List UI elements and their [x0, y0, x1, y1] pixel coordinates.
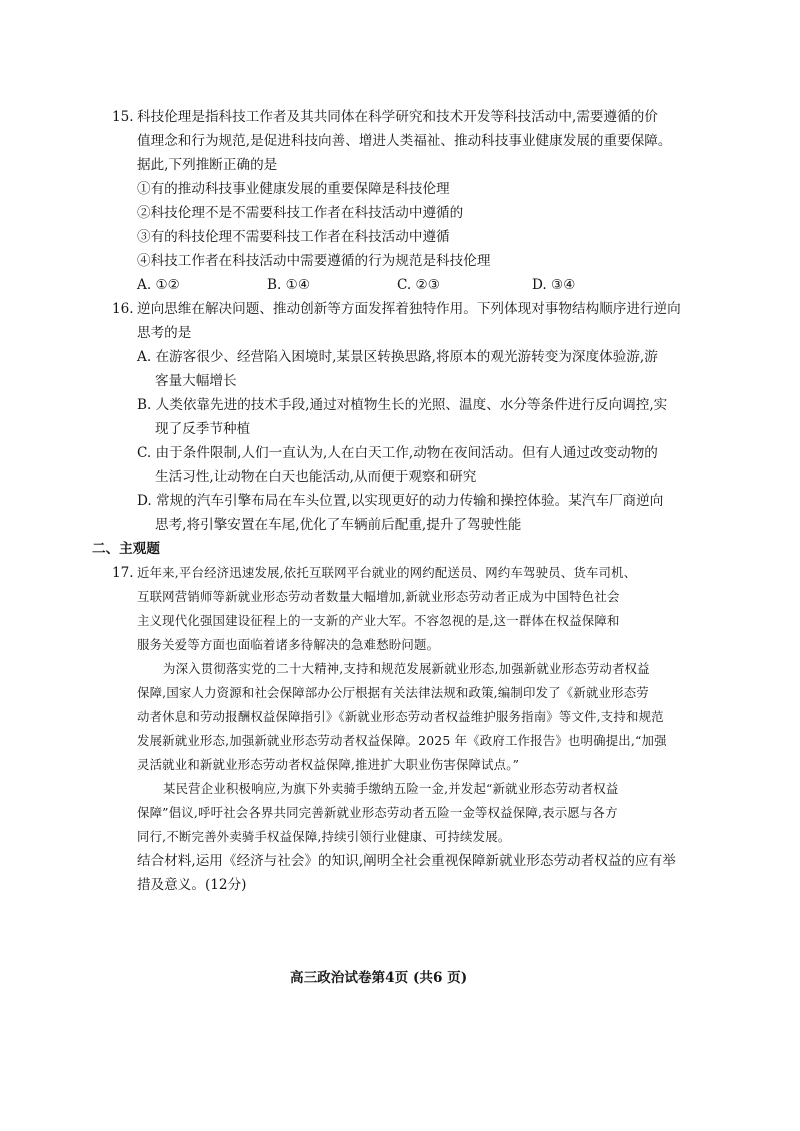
q15-statement-3: ③有的科技伦理不需要科技工作者在科技活动中遵循: [137, 229, 450, 245]
q17-paragraph-2-line: 为深入贯彻落实党的二十大精神,支持和规范发展新就业形态,加强新就业形态劳动者权益: [163, 661, 650, 676]
q16-option-b-line: B. 人类依靠先进的技术手段,通过对植物生长的光照、温度、水分等条件进行反向调控,实: [137, 397, 668, 413]
section-title: 二、主观题: [92, 541, 160, 557]
q16-option-b-line: 现了反季节种植: [155, 421, 251, 437]
q15-option-c: C. ②③: [397, 277, 440, 293]
q17-question-line: 措及意义。(12分): [137, 877, 247, 893]
q17-paragraph-3-line: 同行,不断完善外卖骑手权益保障,持续引领行业健康、可持续发展。: [137, 829, 511, 844]
page-footer: 高三政治试卷第4页 (共6 页): [290, 970, 468, 986]
q16-option-c-line: C. 由于条件限制,人们一直认为,人在白天工作,动物在夜间活动。但有人通过改变动物的: [137, 445, 658, 461]
q16-option-a-line: A. 在游客很少、经营陷入困境时,某景区转换思路,将原本的观光游转变为深度体验游,游: [137, 349, 658, 365]
q15-stem-line: 值理念和行为规范,是促进科技向善、增进人类福祉、推动科技事业健康发展的重要保障。: [137, 133, 672, 149]
q16-option-d-line: D. 常规的汽车引擎布局在车头位置,以实现更好的动力传输和操控体验。某汽车厂商逆向: [137, 493, 664, 509]
q15-stem-line: 据此,下列推断正确的是: [137, 157, 278, 173]
q17-paragraph-3-line: 某民营企业积极响应,为旗下外卖骑手缴纳五险一金,并发起“新就业形态劳动者权益: [163, 781, 619, 796]
q15-stem-line: 科技伦理是指科技工作者及其共同体在科学研究和技术开发等科技活动中,需要遵循的价: [137, 109, 658, 125]
q17-paragraph-2-line: 灵活就业和新就业形态劳动者权益保障,推进扩大职业伤害保障试点。”: [137, 757, 520, 772]
q17-paragraph-1-line: 近年来,平台经济迅速发展,依托互联网平台就业的网约配送员、网约车驾驶员、货车司机、: [137, 565, 637, 580]
q16-option-d-line: 思考,将引擎安置在车尾,优化了车辆前后配重,提升了驾驶性能: [155, 517, 522, 533]
q16-stem-line: 逆向思维在解决问题、推动创新等方面发挥着独特作用。下列体现对事物结构顺序进行逆向: [137, 301, 681, 317]
q17-paragraph-2-line: 动者休息和劳动报酬权益保障指引》《新就业形态劳动者权益维护服务指南》等文件,支持和规范: [137, 709, 664, 724]
q17-paragraph-1-line: 主义现代化强国建设征程上的一支新的产业大军。不容忽视的是,这一群体在权益保障和: [137, 613, 620, 628]
q16-number: 16.: [112, 301, 134, 317]
q15-option-b: B. ①④: [267, 277, 311, 293]
q17-paragraph-2-line: 保障,国家人力资源和社会保障部办公厅根据有关法律法规和政策,编制印发了《新就业形态劳: [137, 685, 649, 700]
q15-statement-1: ①有的推动科技事业健康发展的重要保障是科技伦理: [137, 181, 450, 197]
q16-stem-line: 思考的是: [137, 325, 192, 341]
q17-question-line: 结合材料,运用《经济与社会》的知识,阐明全社会重视保障新就业形态劳动者权益的应有举: [137, 853, 676, 869]
q15-option-a: A. ①②: [137, 277, 180, 293]
q15-statement-2: ②科技伦理不是不需要科技工作者在科技活动中遵循的: [137, 205, 464, 221]
q15-number: 15.: [112, 109, 134, 125]
q17-paragraph-1-line: 互联网营销师等新就业形态劳动者数量大幅增加,新就业形态劳动者正成为中国特色社会: [137, 589, 620, 604]
q17-paragraph-3-line: 保障”倡议,呼吁社会各界共同完善新就业形态劳动者五险一金等权益保障,表示愿与各方: [137, 805, 618, 820]
q16-option-c-line: 生活习性,让动物在白天也能活动,从而便于观察和研究: [155, 469, 477, 485]
q16-option-a-line: 客量大幅增长: [155, 373, 237, 389]
q17-paragraph-1-line: 服务关爱等方面也面临着诸多待解决的急难愁盼问题。: [137, 637, 440, 652]
q15-statement-4: ④科技工作者在科技活动中需要遵循的行为规范是科技伦理: [137, 253, 491, 269]
q15-option-d: D. ③④: [532, 277, 576, 293]
q17-number: 17.: [112, 565, 134, 581]
q17-paragraph-2-line: 发展新就业形态,加强新就业形态劳动者权益保障。2025 年《政府工作报告》也明确提出,“加强: [137, 733, 667, 748]
